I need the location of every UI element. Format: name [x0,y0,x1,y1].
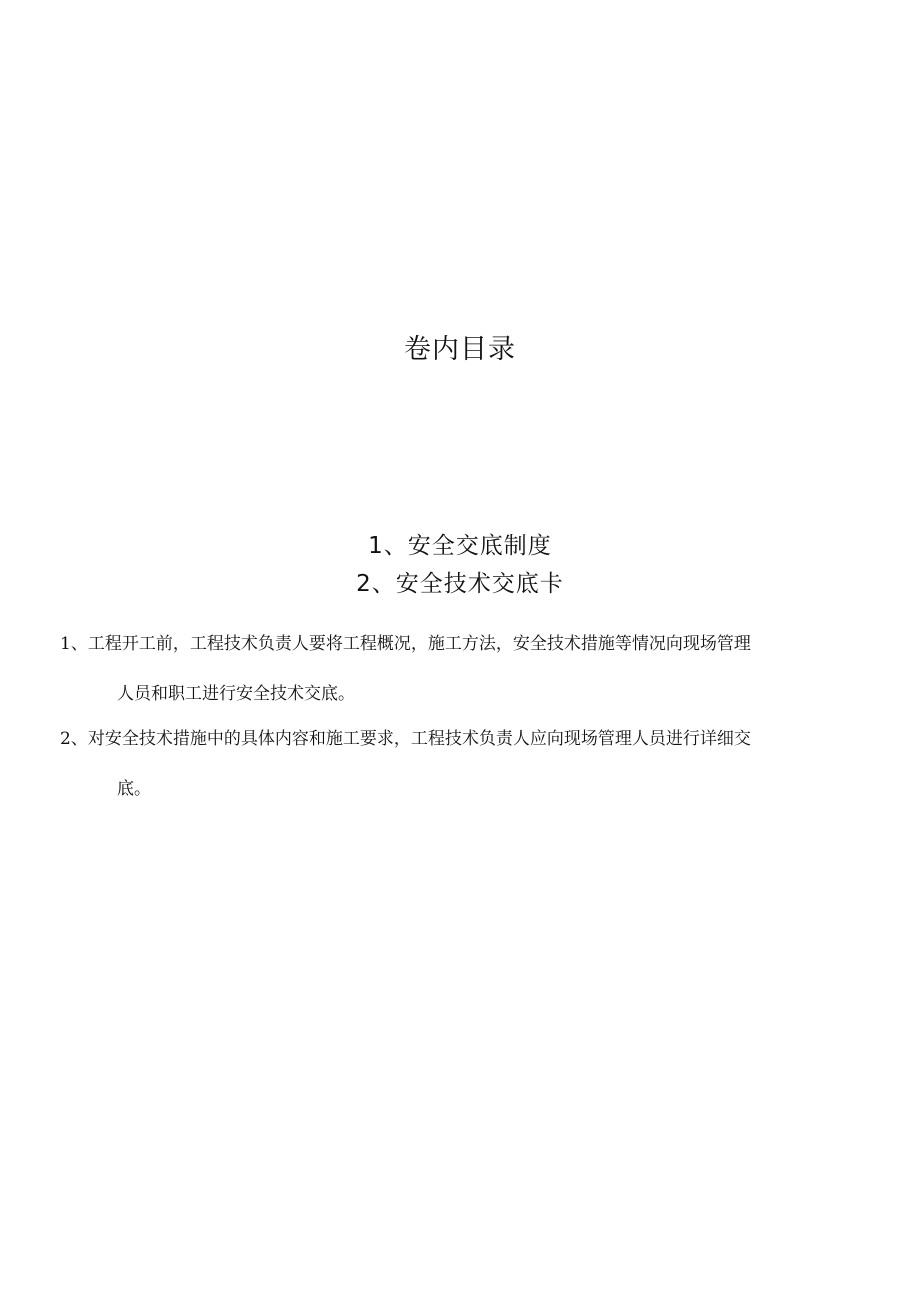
paragraph-line: 底。 [117,779,151,799]
toc-item-safety-briefing-system: 1、安全交底制度 [368,533,552,559]
paragraph-line: 2、对安全技术措施中的具体内容和施工要求，工程技术负责人应向现场管理人员进行详细交 [60,729,751,749]
paragraph-line: 人员和职工进行安全技术交底。 [117,684,355,704]
toc-item-safety-technical-briefing-card: 2、安全技术交底卡 [356,571,564,597]
page-title: 卷内目录 [404,334,516,365]
paragraph-2 [60,714,850,814]
table-of-contents [0,527,920,603]
paragraph-line: 1、工程开工前，工程技术负责人要将工程概况，施工方法，安全技术措施等情况向现场管理 [60,634,751,654]
paragraph-1 [60,619,850,719]
